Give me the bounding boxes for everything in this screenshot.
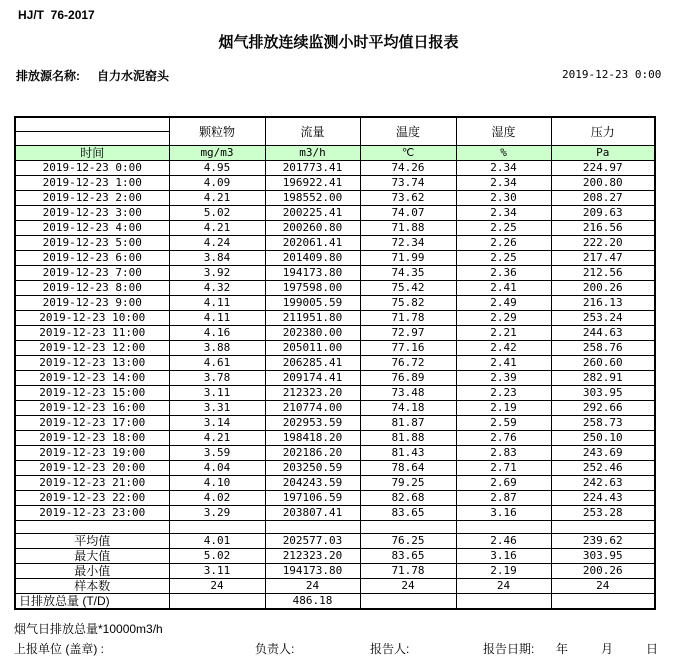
row-time: 2019-12-23 12:00	[15, 341, 169, 356]
row-value: 224.97	[551, 161, 655, 176]
row-value: 208.27	[551, 191, 655, 206]
row-value: 3.11	[169, 386, 265, 401]
row-value: 212.56	[551, 266, 655, 281]
column-header-particulate: 颗粒物	[169, 117, 265, 146]
time-header-blank-top	[15, 117, 169, 132]
separator-cell	[15, 521, 169, 534]
row-value: 3.78	[169, 371, 265, 386]
table-row	[15, 356, 655, 371]
row-value: 217.47	[551, 251, 655, 266]
summary-value: 3.16	[456, 549, 551, 564]
column-header-temperature: 温度	[360, 117, 456, 146]
table-row	[15, 176, 655, 191]
summary-label: 样本数	[15, 579, 169, 594]
row-time: 2019-12-23 22:00	[15, 491, 169, 506]
row-time: 2019-12-23 16:00	[15, 401, 169, 416]
row-time: 2019-12-23 9:00	[15, 296, 169, 311]
row-value: 2.36	[456, 266, 551, 281]
report-date-label: 报告日期:	[483, 642, 535, 656]
row-value: 194173.80	[265, 266, 360, 281]
row-value: 209174.41	[265, 371, 360, 386]
row-value: 303.95	[551, 386, 655, 401]
unit-header-row	[15, 146, 655, 161]
day-label: 日	[646, 642, 659, 656]
row-value: 2.39	[456, 371, 551, 386]
report-title: 烟气排放连续监测小时平均值日报表	[218, 34, 459, 51]
row-time: 2019-12-23 4:00	[15, 221, 169, 236]
row-value: 2.83	[456, 446, 551, 461]
row-value: 224.43	[551, 491, 655, 506]
row-value: 72.34	[360, 236, 456, 251]
row-value: 210774.00	[265, 401, 360, 416]
table-row	[15, 341, 655, 356]
row-value: 202380.00	[265, 326, 360, 341]
row-value: 74.26	[360, 161, 456, 176]
column-header-humidity: 湿度	[456, 117, 551, 146]
separator-cell	[360, 521, 456, 534]
row-value: 4.04	[169, 461, 265, 476]
unit-flow: m3/h	[265, 146, 360, 161]
table-row	[15, 251, 655, 266]
row-value: 292.66	[551, 401, 655, 416]
row-value: 72.97	[360, 326, 456, 341]
row-value: 200.80	[551, 176, 655, 191]
row-value: 2.25	[456, 251, 551, 266]
summary-value: 83.65	[360, 549, 456, 564]
row-time: 2019-12-23 11:00	[15, 326, 169, 341]
param-header-row	[15, 117, 655, 132]
unit-temperature: ℃	[360, 146, 456, 161]
row-value: 198552.00	[265, 191, 360, 206]
table-row	[15, 281, 655, 296]
table-row	[15, 401, 655, 416]
summary-value	[169, 594, 265, 610]
row-value: 201773.41	[265, 161, 360, 176]
row-value: 2.41	[456, 281, 551, 296]
summary-label: 最小值	[15, 564, 169, 579]
summary-value: 71.78	[360, 564, 456, 579]
row-value: 79.25	[360, 476, 456, 491]
row-value: 4.21	[169, 431, 265, 446]
row-time: 2019-12-23 21:00	[15, 476, 169, 491]
row-value: 2.34	[456, 176, 551, 191]
unit-particulate: mg/m3	[169, 146, 265, 161]
row-value: 244.63	[551, 326, 655, 341]
row-value: 73.62	[360, 191, 456, 206]
row-time: 2019-12-23 8:00	[15, 281, 169, 296]
row-value: 202186.20	[265, 446, 360, 461]
row-time: 2019-12-23 2:00	[15, 191, 169, 206]
table-row	[15, 506, 655, 521]
row-value: 202061.41	[265, 236, 360, 251]
row-value: 81.43	[360, 446, 456, 461]
responsible-label: 负责人:	[255, 642, 295, 656]
summary-value: 202577.03	[265, 534, 360, 549]
monitoring-table	[14, 116, 656, 610]
row-value: 3.14	[169, 416, 265, 431]
row-value: 4.21	[169, 221, 265, 236]
row-value: 2.59	[456, 416, 551, 431]
row-value: 2.29	[456, 311, 551, 326]
summary-value: 24	[551, 579, 655, 594]
row-value: 74.07	[360, 206, 456, 221]
year-label: 年	[556, 642, 569, 656]
summary-row	[15, 564, 655, 579]
row-value: 81.88	[360, 431, 456, 446]
row-time: 2019-12-23 23:00	[15, 506, 169, 521]
summary-label: 平均值	[15, 534, 169, 549]
summary-row	[15, 594, 655, 610]
table-row	[15, 221, 655, 236]
row-value: 2.71	[456, 461, 551, 476]
row-value: 4.11	[169, 296, 265, 311]
row-value: 74.35	[360, 266, 456, 281]
row-value: 242.63	[551, 476, 655, 491]
row-value: 3.88	[169, 341, 265, 356]
summary-label: 日排放总量 (T/D)	[15, 594, 169, 610]
row-value: 3.16	[456, 506, 551, 521]
row-value: 3.92	[169, 266, 265, 281]
row-value: 243.69	[551, 446, 655, 461]
row-value: 205011.00	[265, 341, 360, 356]
row-value: 4.16	[169, 326, 265, 341]
separator-cell	[456, 521, 551, 534]
row-value: 73.48	[360, 386, 456, 401]
row-time: 2019-12-23 14:00	[15, 371, 169, 386]
row-time: 2019-12-23 3:00	[15, 206, 169, 221]
summary-value: 24	[360, 579, 456, 594]
row-value: 73.74	[360, 176, 456, 191]
row-time: 2019-12-23 18:00	[15, 431, 169, 446]
row-value: 3.31	[169, 401, 265, 416]
table-row	[15, 191, 655, 206]
row-value: 209.63	[551, 206, 655, 221]
table-row	[15, 326, 655, 341]
summary-value: 200.26	[551, 564, 655, 579]
row-value: 2.34	[456, 206, 551, 221]
summary-value: 303.95	[551, 549, 655, 564]
row-value: 78.64	[360, 461, 456, 476]
row-time: 2019-12-23 13:00	[15, 356, 169, 371]
summary-value: 76.25	[360, 534, 456, 549]
report-unit-label: 上报单位 (盖章) :	[14, 642, 104, 656]
separator-cell	[169, 521, 265, 534]
row-value: 250.10	[551, 431, 655, 446]
standard-number: HJ/T 76-2017	[18, 8, 95, 22]
table-row	[15, 386, 655, 401]
row-value: 2.19	[456, 401, 551, 416]
summary-value: 5.02	[169, 549, 265, 564]
table-row	[15, 431, 655, 446]
summary-row	[15, 549, 655, 564]
row-value: 82.68	[360, 491, 456, 506]
row-value: 71.88	[360, 221, 456, 236]
unit-humidity: %	[456, 146, 551, 161]
column-header-pressure: 压力	[551, 117, 655, 146]
row-value: 76.72	[360, 356, 456, 371]
summary-value	[456, 594, 551, 610]
summary-value: 3.11	[169, 564, 265, 579]
row-value: 4.10	[169, 476, 265, 491]
row-value: 222.20	[551, 236, 655, 251]
row-value: 83.65	[360, 506, 456, 521]
summary-value: 4.01	[169, 534, 265, 549]
row-value: 216.56	[551, 221, 655, 236]
row-time: 2019-12-23 19:00	[15, 446, 169, 461]
row-value: 203250.59	[265, 461, 360, 476]
row-value: 2.69	[456, 476, 551, 491]
summary-value: 194173.80	[265, 564, 360, 579]
row-time: 2019-12-23 0:00	[15, 161, 169, 176]
row-value: 198418.20	[265, 431, 360, 446]
summary-value: 24	[456, 579, 551, 594]
row-value: 74.18	[360, 401, 456, 416]
table-row	[15, 416, 655, 431]
row-value: 253.24	[551, 311, 655, 326]
row-value: 282.91	[551, 371, 655, 386]
summary-value: 24	[169, 579, 265, 594]
row-value: 4.21	[169, 191, 265, 206]
row-value: 204243.59	[265, 476, 360, 491]
summary-label: 最大值	[15, 549, 169, 564]
row-value: 196922.41	[265, 176, 360, 191]
summary-value: 2.19	[456, 564, 551, 579]
source-name-value: 自力水泥窑头	[97, 69, 170, 83]
row-value: 258.73	[551, 416, 655, 431]
row-value: 2.21	[456, 326, 551, 341]
row-value: 71.99	[360, 251, 456, 266]
row-value: 4.24	[169, 236, 265, 251]
row-value: 2.76	[456, 431, 551, 446]
table-body	[15, 161, 655, 610]
row-value: 71.78	[360, 311, 456, 326]
row-value: 4.11	[169, 311, 265, 326]
summary-value: 2.46	[456, 534, 551, 549]
row-value: 2.26	[456, 236, 551, 251]
row-value: 75.42	[360, 281, 456, 296]
row-value: 3.29	[169, 506, 265, 521]
table-row	[15, 371, 655, 386]
table-row	[15, 296, 655, 311]
row-value: 2.41	[456, 356, 551, 371]
summary-row	[15, 534, 655, 549]
row-value: 200260.80	[265, 221, 360, 236]
row-value: 260.60	[551, 356, 655, 371]
summary-value: 212323.20	[265, 549, 360, 564]
row-value: 2.25	[456, 221, 551, 236]
row-value: 206285.41	[265, 356, 360, 371]
summary-value	[551, 594, 655, 610]
row-time: 2019-12-23 6:00	[15, 251, 169, 266]
row-value: 2.34	[456, 161, 551, 176]
row-value: 2.87	[456, 491, 551, 506]
row-value: 4.32	[169, 281, 265, 296]
row-value: 2.23	[456, 386, 551, 401]
table-row	[15, 446, 655, 461]
column-header-flow: 流量	[265, 117, 360, 146]
row-value: 197106.59	[265, 491, 360, 506]
table-row	[15, 266, 655, 281]
separator-cell	[265, 521, 360, 534]
row-value: 75.82	[360, 296, 456, 311]
row-value: 197598.00	[265, 281, 360, 296]
row-value: 2.42	[456, 341, 551, 356]
row-time: 2019-12-23 20:00	[15, 461, 169, 476]
row-value: 200.26	[551, 281, 655, 296]
row-value: 253.28	[551, 506, 655, 521]
row-time: 2019-12-23 7:00	[15, 266, 169, 281]
summary-value: 239.62	[551, 534, 655, 549]
summary-value	[360, 594, 456, 610]
summary-row	[15, 579, 655, 594]
row-value: 4.61	[169, 356, 265, 371]
row-value: 3.59	[169, 446, 265, 461]
time-header: 时间	[15, 146, 169, 161]
row-value: 81.87	[360, 416, 456, 431]
summary-value: 24	[265, 579, 360, 594]
row-value: 5.02	[169, 206, 265, 221]
row-value: 4.09	[169, 176, 265, 191]
row-value: 3.84	[169, 251, 265, 266]
table-row	[15, 161, 655, 176]
month-label: 月	[601, 642, 614, 656]
time-header-blank-bottom	[15, 132, 169, 146]
row-value: 201409.80	[265, 251, 360, 266]
row-time: 2019-12-23 17:00	[15, 416, 169, 431]
separator-cell	[551, 521, 655, 534]
table-row	[15, 476, 655, 491]
table-row	[15, 491, 655, 506]
row-value: 212323.20	[265, 386, 360, 401]
row-value: 2.49	[456, 296, 551, 311]
table-header	[15, 117, 655, 161]
row-value: 199005.59	[265, 296, 360, 311]
row-value: 2.30	[456, 191, 551, 206]
total-emission-note: 烟气日排放总量*10000m3/h	[14, 622, 163, 636]
row-value: 200225.41	[265, 206, 360, 221]
table-row	[15, 311, 655, 326]
row-time: 2019-12-23 10:00	[15, 311, 169, 326]
row-value: 202953.59	[265, 416, 360, 431]
row-value: 258.76	[551, 341, 655, 356]
row-value: 4.95	[169, 161, 265, 176]
table-row	[15, 206, 655, 221]
reporter-label: 报告人:	[370, 642, 410, 656]
row-value: 203807.41	[265, 506, 360, 521]
summary-value: 486.18	[265, 594, 360, 610]
row-value: 211951.80	[265, 311, 360, 326]
table-row	[15, 236, 655, 251]
row-time: 2019-12-23 1:00	[15, 176, 169, 191]
row-value: 216.13	[551, 296, 655, 311]
row-time: 2019-12-23 5:00	[15, 236, 169, 251]
row-value: 4.02	[169, 491, 265, 506]
row-value: 76.89	[360, 371, 456, 386]
separator-row	[15, 521, 655, 534]
row-time: 2019-12-23 15:00	[15, 386, 169, 401]
source-name-label: 排放源名称:	[16, 69, 80, 83]
row-value: 77.16	[360, 341, 456, 356]
unit-pressure: Pa	[551, 146, 655, 161]
report-datetime: 2019-12-23 0:00	[562, 68, 662, 81]
table-row	[15, 461, 655, 476]
row-value: 252.46	[551, 461, 655, 476]
